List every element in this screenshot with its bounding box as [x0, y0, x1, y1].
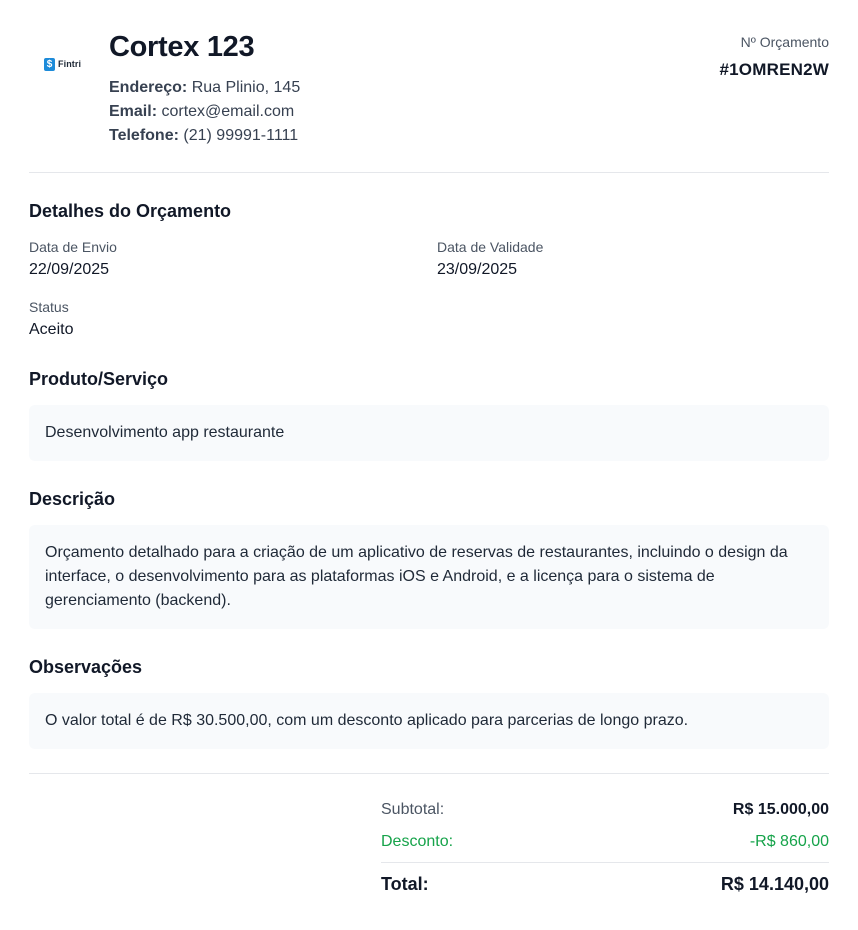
- phone-label: Telefone:: [109, 127, 179, 144]
- valid-date-value: 23/09/2025: [437, 261, 518, 278]
- dollar-icon: $: [44, 58, 55, 71]
- totals-divider: [29, 773, 829, 774]
- description-title: Descrição: [29, 489, 116, 509]
- sent-date-label: Data de Envio: [29, 239, 117, 255]
- status-label: Status: [29, 299, 69, 315]
- address-value: Rua Plinio, 145: [191, 79, 301, 96]
- description-value: Orçamento detalhado para a criação de um aplicativo de reservas de restaurantes, incluindo o design da interface, o desenvolvimento para as plataformas iOS e Android, e a licença para o sistema de gerenciamento (backend).: [45, 544, 788, 609]
- total-row: [381, 874, 829, 895]
- valid-date-label: Data de Validade: [437, 239, 544, 255]
- subtotal-label: Subtotal:: [381, 801, 445, 818]
- company-email: [109, 103, 294, 121]
- details-title: Detalhes do Orçamento: [29, 201, 232, 221]
- discount-value: -R$ 860,00: [749, 833, 829, 850]
- header-divider: [29, 172, 829, 173]
- notes-value: O valor total é de R$ 30.500,00, com um desconto aplicado para parcerias de longo prazo.: [45, 712, 689, 729]
- email-value: cortex@email.com: [161, 103, 295, 120]
- logo-text: Fintri: [58, 59, 82, 69]
- total-label: Total:: [381, 874, 429, 894]
- notes-box: [29, 693, 829, 749]
- subtotal-row: [381, 801, 829, 819]
- product-box: [29, 405, 829, 461]
- discount-row: [381, 833, 829, 851]
- phone-value: (21) 99991-1111: [183, 127, 299, 144]
- sent-date-value: 22/09/2025: [29, 261, 110, 278]
- status-value: Aceito: [29, 321, 74, 338]
- email-label: Email:: [109, 103, 158, 120]
- total-value: R$ 14.140,00: [720, 874, 829, 894]
- notes-title: Observações: [29, 657, 143, 677]
- description-box: [29, 525, 829, 629]
- product-value: Desenvolvimento app restaurante: [45, 424, 285, 441]
- subtotal-value: R$ 15.000,00: [732, 801, 829, 818]
- discount-label: Desconto:: [381, 833, 454, 850]
- company-phone: [109, 127, 298, 145]
- quote-number: #1OMREN2W: [719, 60, 829, 79]
- company-address: [109, 79, 300, 97]
- total-divider: [381, 862, 829, 863]
- address-label: Endereço:: [109, 79, 188, 96]
- quote-number-label: Nº Orçamento: [740, 34, 829, 50]
- company-logo: [44, 57, 81, 71]
- product-title: Produto/Serviço: [29, 369, 169, 389]
- company-name: Cortex 123: [109, 31, 255, 63]
